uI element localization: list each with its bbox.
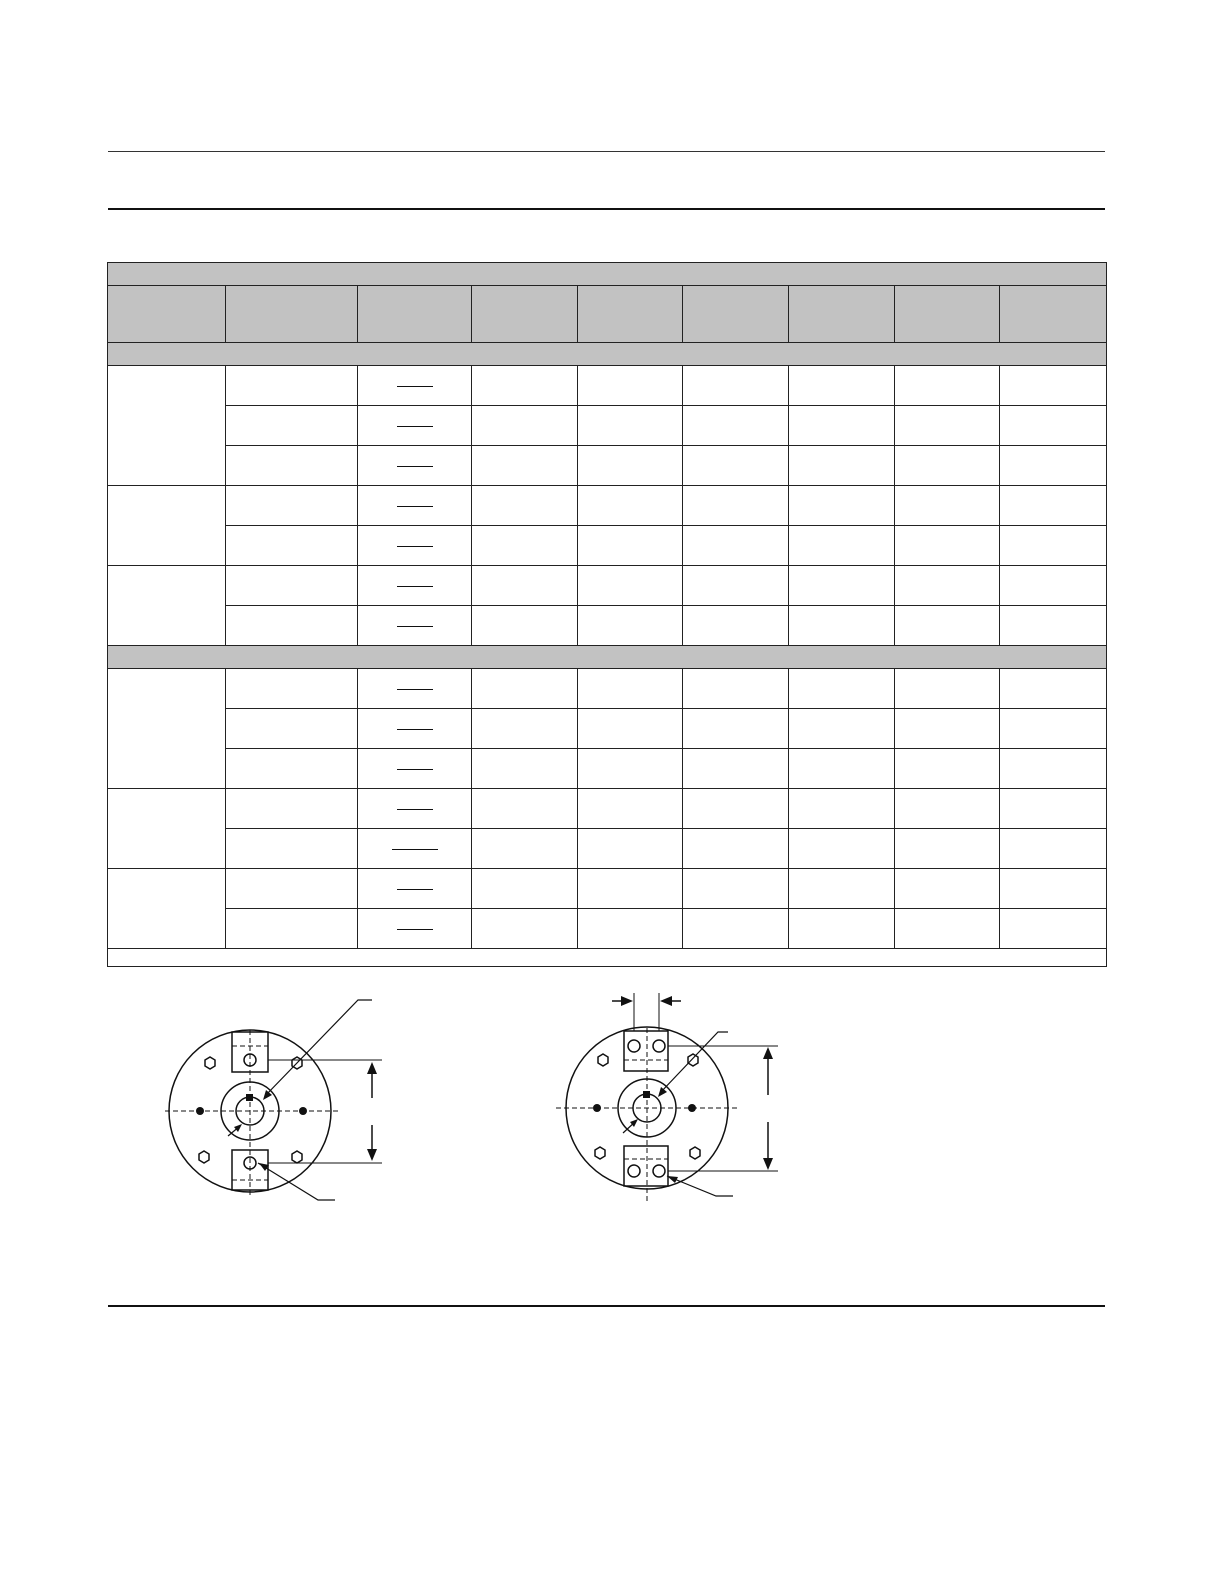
table-cell (472, 669, 578, 709)
table-cell (578, 909, 683, 949)
spec-table (107, 262, 1107, 967)
table-cell (472, 366, 578, 406)
table-cell (226, 406, 358, 446)
table-cell (226, 709, 358, 749)
table-cell (226, 486, 358, 526)
table-row (108, 406, 1107, 446)
table-footnote (108, 949, 1107, 967)
table-cell (895, 526, 1000, 566)
column-header (108, 286, 226, 343)
table-cell (789, 606, 895, 646)
footer-rule (108, 1305, 1105, 1307)
fraction-bar (397, 729, 433, 730)
table-row (108, 869, 1107, 909)
pin-dot (196, 1107, 204, 1115)
table-cell (789, 789, 895, 829)
header-rule-thin (108, 151, 1105, 152)
hex-bolt-icon (205, 1057, 215, 1069)
table-cell (578, 669, 683, 709)
table-cell (789, 829, 895, 869)
arrowhead (763, 1047, 773, 1059)
hex-bolt-icon (688, 1054, 698, 1066)
table-cell (578, 606, 683, 646)
table-cell (226, 789, 358, 829)
fraction-bar (397, 466, 433, 467)
column-header (358, 286, 472, 343)
clamp-screw-top (653, 1040, 665, 1052)
fraction-bar (397, 386, 433, 387)
table-cell (683, 709, 789, 749)
hex-bolt-icon (292, 1151, 302, 1163)
table-cell (683, 526, 789, 566)
table-row (108, 526, 1107, 566)
table-cell (683, 869, 789, 909)
fraction-cell (358, 366, 472, 406)
arrowhead (658, 1087, 667, 1097)
table-cell (789, 446, 895, 486)
table-cell (895, 486, 1000, 526)
table-row (108, 669, 1107, 709)
table-cell (472, 486, 578, 526)
table-cell (789, 526, 895, 566)
section-label (108, 646, 1107, 669)
table-cell (1000, 446, 1107, 486)
table-cell (789, 909, 895, 949)
table-row (108, 486, 1107, 526)
table-cell (1000, 669, 1107, 709)
fraction-bar (397, 546, 433, 547)
table-cell (683, 789, 789, 829)
fraction-cell (358, 566, 472, 606)
table-cell (789, 366, 895, 406)
pin-dot (593, 1104, 601, 1112)
single-bolt-hub-drawing (150, 990, 410, 1215)
fraction-cell (358, 486, 472, 526)
table-cell (895, 606, 1000, 646)
table-cell (226, 566, 358, 606)
table-cell (1000, 366, 1107, 406)
table-cell (1000, 709, 1107, 749)
table-title (108, 263, 1107, 286)
table-cell (683, 486, 789, 526)
arrowhead (660, 996, 672, 1006)
table-cell (1000, 749, 1107, 789)
table-cell (789, 749, 895, 789)
hex-bolt-icon (598, 1054, 608, 1066)
table-cell (578, 486, 683, 526)
fraction-cell (358, 909, 472, 949)
table-cell (895, 789, 1000, 829)
table-row (108, 749, 1107, 789)
fraction-cell (358, 406, 472, 446)
arrowhead (621, 996, 633, 1006)
table-cell (578, 789, 683, 829)
table-cell (683, 749, 789, 789)
table-cell (472, 869, 578, 909)
fraction-bar (397, 889, 433, 890)
clamp-screw-top (628, 1040, 640, 1052)
table-cell (226, 749, 358, 789)
table-cell (472, 749, 578, 789)
column-header (578, 286, 683, 343)
group-cell (108, 789, 226, 869)
table-cell (895, 366, 1000, 406)
keyway-mark (643, 1091, 650, 1098)
table-cell (1000, 789, 1107, 829)
table-cell (578, 526, 683, 566)
hex-bolt-icon (595, 1147, 605, 1159)
table-cell (895, 829, 1000, 869)
table-cell (472, 446, 578, 486)
fraction-cell (358, 789, 472, 829)
fraction-cell (358, 749, 472, 789)
table-cell (472, 526, 578, 566)
group-cell (108, 486, 226, 566)
table-cell (1000, 406, 1107, 446)
table-cell (789, 709, 895, 749)
table-cell (226, 526, 358, 566)
fraction-cell (358, 606, 472, 646)
clamp-screw-bottom (628, 1165, 640, 1177)
hex-bolt-icon (690, 1147, 700, 1159)
table-cell (578, 446, 683, 486)
arrowhead (234, 1124, 242, 1132)
table-cell (895, 709, 1000, 749)
hex-bolt-icon (199, 1151, 209, 1163)
table-row (108, 566, 1107, 606)
section-header-row (108, 343, 1107, 366)
table-cell (683, 366, 789, 406)
table-cell (1000, 526, 1107, 566)
table-cell (1000, 566, 1107, 606)
table-cell (472, 709, 578, 749)
table-cell (472, 606, 578, 646)
table-row (108, 829, 1107, 869)
fraction-bar (397, 586, 433, 587)
table-cell (472, 406, 578, 446)
fraction-bar (397, 689, 433, 690)
column-header (226, 286, 358, 343)
table-cell (895, 446, 1000, 486)
table-cell (683, 566, 789, 606)
table-cell (895, 749, 1000, 789)
group-cell (108, 566, 226, 646)
column-header (472, 286, 578, 343)
group-cell (108, 366, 226, 486)
column-header (789, 286, 895, 343)
leader-line (265, 1000, 372, 1096)
table-cell (226, 829, 358, 869)
table-cell (789, 406, 895, 446)
table-title-row (108, 263, 1107, 286)
table-cell (472, 829, 578, 869)
table-cell (789, 869, 895, 909)
table-cell (472, 789, 578, 829)
table-cell (895, 869, 1000, 909)
column-header (683, 286, 789, 343)
section-label (108, 343, 1107, 366)
table-cell (683, 606, 789, 646)
table-cell (683, 829, 789, 869)
fraction-bar (392, 849, 438, 850)
table-cell (578, 749, 683, 789)
table-cell (789, 486, 895, 526)
fraction-bar (397, 506, 433, 507)
table-cell (226, 869, 358, 909)
table-cell (895, 669, 1000, 709)
table-row (108, 909, 1107, 949)
table-cell (578, 366, 683, 406)
fraction-cell (358, 709, 472, 749)
table-cell (226, 446, 358, 486)
table-cell (683, 909, 789, 949)
table-cell (578, 406, 683, 446)
arrowhead (367, 1062, 377, 1074)
table-row (108, 709, 1107, 749)
section-header-row (108, 646, 1107, 669)
table-row (108, 366, 1107, 406)
table-cell (226, 606, 358, 646)
fraction-bar (397, 809, 433, 810)
table-cell (1000, 869, 1107, 909)
table-cell (578, 709, 683, 749)
group-cell (108, 669, 226, 789)
column-header (1000, 286, 1107, 343)
fraction-cell (358, 669, 472, 709)
table-row (108, 446, 1107, 486)
pin-dot (299, 1107, 307, 1115)
table-cell (683, 446, 789, 486)
table-cell (1000, 606, 1107, 646)
arrowhead (763, 1158, 773, 1170)
fraction-cell (358, 869, 472, 909)
table-cell (226, 669, 358, 709)
leader-line (258, 1163, 335, 1200)
table-cell (578, 869, 683, 909)
table-footnote-row (108, 949, 1107, 967)
table-cell (472, 566, 578, 606)
double-bolt-hub-drawing (550, 990, 810, 1215)
keyway-mark (246, 1094, 253, 1101)
fraction-cell (358, 446, 472, 486)
arrowhead (367, 1149, 377, 1161)
table-cell (472, 909, 578, 949)
fraction-bar (397, 426, 433, 427)
table-cell (1000, 486, 1107, 526)
fraction-cell (358, 829, 472, 869)
table-cell (683, 669, 789, 709)
table-row (108, 789, 1107, 829)
table-cell (789, 669, 895, 709)
group-cell (108, 869, 226, 949)
table-cell (1000, 909, 1107, 949)
table-header-row (108, 286, 1107, 343)
table-cell (226, 366, 358, 406)
table-cell (895, 406, 1000, 446)
table-cell (895, 566, 1000, 606)
table-cell (578, 566, 683, 606)
table-cell (895, 909, 1000, 949)
table-row (108, 606, 1107, 646)
fraction-bar (397, 929, 433, 930)
fraction-cell (358, 526, 472, 566)
clamp-screw-bottom (653, 1165, 665, 1177)
table-cell (578, 829, 683, 869)
fraction-bar (397, 769, 433, 770)
fraction-bar (397, 626, 433, 627)
header-rule (108, 208, 1105, 210)
table-cell (226, 909, 358, 949)
table-cell (789, 566, 895, 606)
column-header (895, 286, 1000, 343)
table-cell (1000, 829, 1107, 869)
table-cell (683, 406, 789, 446)
pin-dot (688, 1104, 696, 1112)
